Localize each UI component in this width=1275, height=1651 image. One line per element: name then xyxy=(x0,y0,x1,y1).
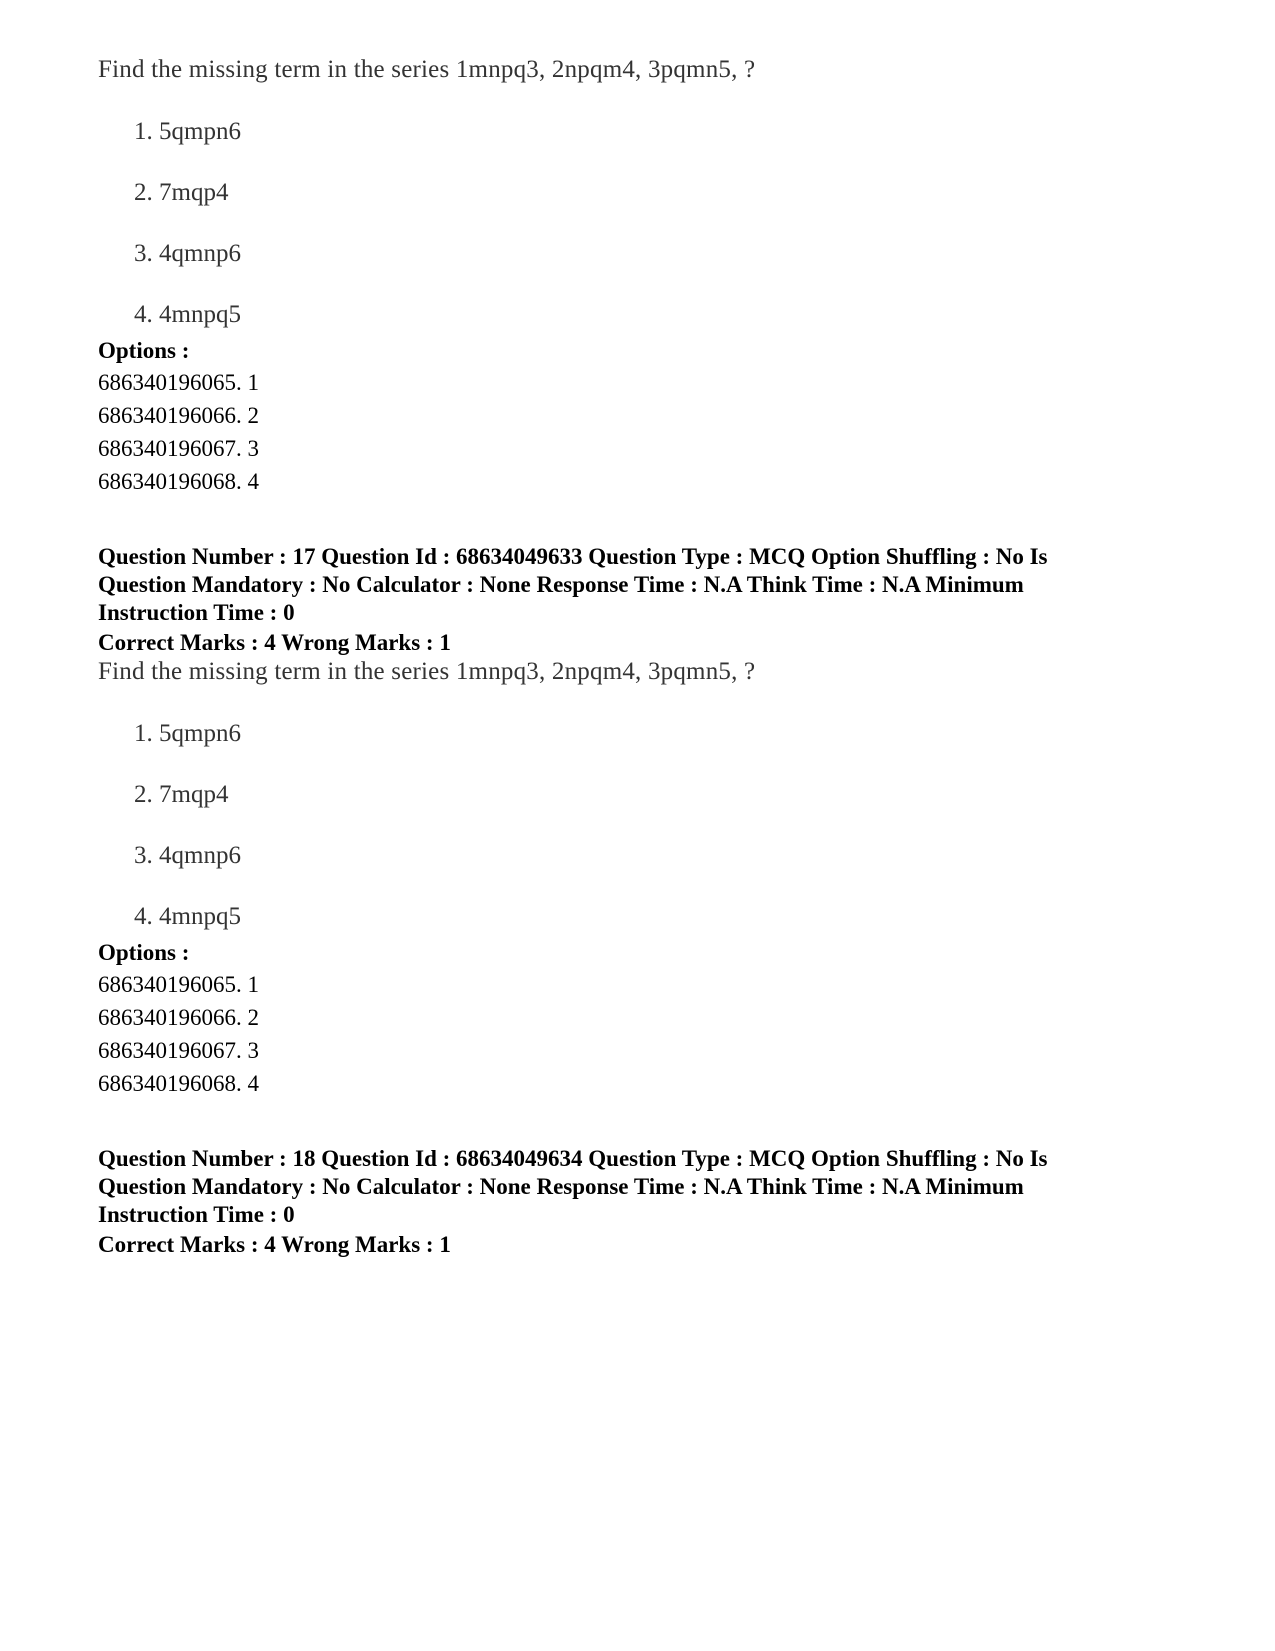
question-text: Find the missing term in the series 1mnpq3, 2npqm4, 3pqmn5, ? xyxy=(98,56,756,83)
option-id: 686340196065. 1 xyxy=(98,370,259,395)
option-id: 686340196068. 4 xyxy=(98,1071,259,1096)
question-meta-line: Question Number : 17 Question Id : 68634049633 Question Type : MCQ Option Shuffling : No Is xyxy=(98,544,1048,569)
question-meta-line: Question Number : 18 Question Id : 68634049634 Question Type : MCQ Option Shuffling : No Is xyxy=(98,1146,1048,1171)
option-id: 686340196066. 2 xyxy=(98,1005,259,1030)
option-id: 686340196067. 3 xyxy=(98,436,259,461)
options-label: Options : xyxy=(98,940,190,965)
option-id: 686340196068. 4 xyxy=(98,469,259,494)
options-label: Options : xyxy=(98,338,190,363)
question-text: Find the missing term in the series 1mnpq3, 2npqm4, 3pqmn5, ? xyxy=(98,658,756,685)
choice-item: 3. 4qmnp6 xyxy=(134,842,241,869)
question-meta-line: Question Mandatory : No Calculator : None Response Time : N.A Think Time : N.A Minimum xyxy=(98,1174,1024,1199)
option-id: 686340196067. 3 xyxy=(98,1038,259,1063)
choice-item: 4. 4mnpq5 xyxy=(134,903,241,930)
choice-item: 4. 4mnpq5 xyxy=(134,301,241,328)
question-meta xyxy=(98,543,1138,627)
option-id: 686340196066. 2 xyxy=(98,403,259,428)
choice-item: 1. 5qmpn6 xyxy=(134,118,241,145)
question-meta-line: Instruction Time : 0 xyxy=(98,1202,295,1227)
choice-item: 2. 7mqp4 xyxy=(134,781,229,808)
question-meta xyxy=(98,1145,1138,1229)
marks-line: Correct Marks : 4 Wrong Marks : 1 xyxy=(98,1232,451,1257)
question-meta-line: Question Mandatory : No Calculator : None Response Time : N.A Think Time : N.A Minimum xyxy=(98,572,1024,597)
choice-item: 1. 5qmpn6 xyxy=(134,720,241,747)
option-id: 686340196065. 1 xyxy=(98,972,259,997)
choice-item: 2. 7mqp4 xyxy=(134,179,229,206)
question-meta-line: Instruction Time : 0 xyxy=(98,600,295,625)
choice-item: 3. 4qmnp6 xyxy=(134,240,241,267)
marks-line: Correct Marks : 4 Wrong Marks : 1 xyxy=(98,630,451,655)
